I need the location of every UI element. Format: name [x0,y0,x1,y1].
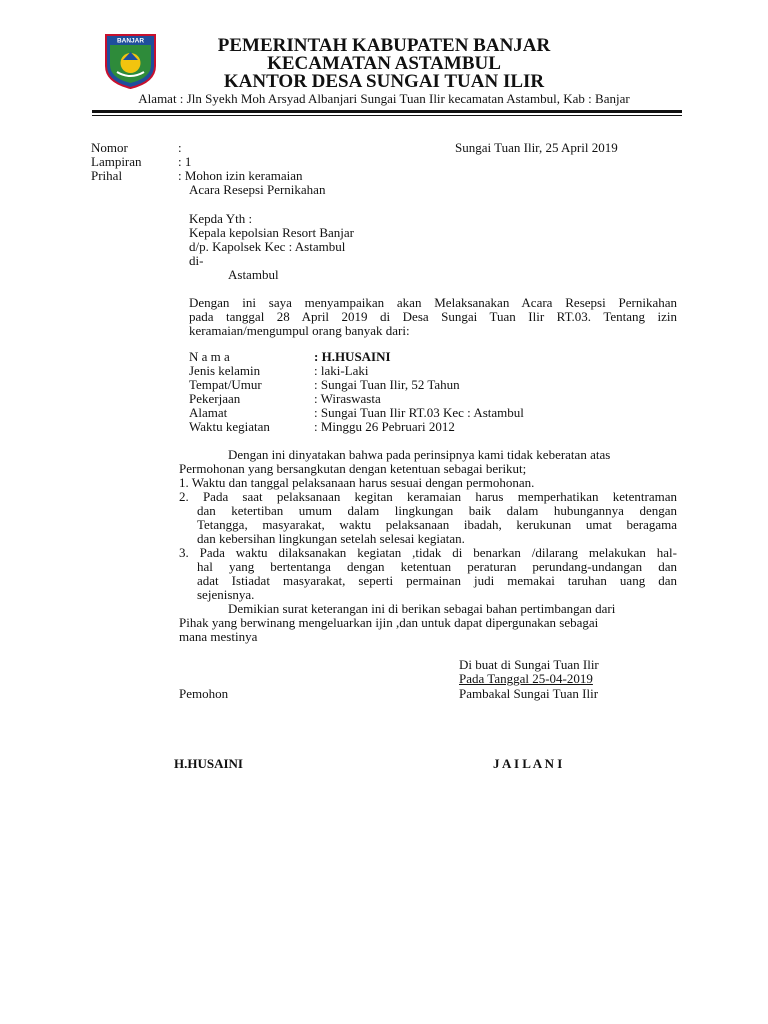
condition-item-2-line-2: dan ketertiban umum dalam lingkungan baik dalam hubungannya dengan [197,503,677,518]
recipient-di: di- [189,253,204,268]
letterhead-divider-thin [92,115,682,116]
letterhead-government: PEMERINTAH KABUPATEN BANJAR [217,35,551,56]
letterhead-address: Alamat : Jln Syekh Moh Arsyad Albanjari Sungai Tuan Ilir kecamatan Astambul, Kab : Banjar [138,91,630,106]
condition-item-3-line-2: hal yang bertentanga dengan ketentuan peraturan perundang-undangan dan [197,559,677,574]
nomor-label: Nomor [91,140,128,155]
detail-label-occupation: Pekerjaan [189,391,241,406]
detail-label-birthplace-age: Tempat/Umur [189,377,262,392]
intro-line-1: Dengan ini saya menyampaikan akan Melaksanakan Acara Resepsi Pernikahan [189,295,677,310]
detail-label-event-time: Waktu kegiatan [189,419,270,434]
lampiran-label: Lampiran [91,154,142,169]
detail-value-address: : Sungai Tuan Ilir RT.03 Kec : Astambul [314,405,524,420]
signature-left-role: Pemohon [179,686,229,701]
signature-place: Di buat di Sungai Tuan Ilir [459,657,599,672]
signature-date: Pada Tanggal 25-04-2019 [459,671,593,686]
letterhead-divider-thick [92,110,682,113]
signature-right-role: Pambakal Sungai Tuan Ilir [459,686,599,701]
recipient-greeting: Kepda Yth : [189,211,253,226]
intro-line-3: keramaian/mengumpul orang banyak dari: [189,323,410,338]
signature-left-name: H.HUSAINI [174,756,243,771]
condition-item-2-line-1: 2. Pada saat pelaksanaan kegitan keramaian harus memperhatikan ketentraman [179,489,677,504]
closing-paragraph-line-1: Demikian surat keterangan ini di berikan sebagai bahan pertimbangan dari [228,601,616,616]
recipient-cc: d/p. Kapolsek Kec : Astambul [189,239,346,254]
condition-item-2-line-4: dan kebersihan lingkungan setelah selesai kegiatan. [197,531,465,546]
detail-label-nama: N a m a [189,349,230,364]
lampiran-value: : 1 [178,154,192,169]
detail-value-birthplace-age: : Sungai Tuan Ilir, 52 Tahun [314,377,460,392]
letterhead-village-office: KANTOR DESA SUNGAI TUAN ILIR [223,71,545,92]
detail-label-address: Alamat [189,405,228,420]
prihal-value: : Mohon izin keramaian [178,168,303,183]
detail-value-nama: : H.HUSAINI [314,349,391,364]
detail-label-gender: Jenis kelamin [189,363,261,378]
recipient-place: Astambul [228,267,279,282]
recipient-name: Kepala kepolsian Resort Banjar [189,225,354,240]
condition-item-1: 1. Waktu dan tanggal pelaksanaan harus sesuai dengan permohonan. [179,475,535,490]
closing-paragraph-line-3: mana mestinya [179,629,258,644]
intro-line-2: pada tanggal 28 April 2019 di Desa Sungai Tuan Ilir RT.03. Tentang izin [189,309,677,324]
condition-item-3-line-1: 3. Pada waktu dilaksanakan kegiatan ,tidak di benarkan /dilarang melakukan hal- [179,545,677,560]
detail-value-event-time: : Minggu 26 Pebruari 2012 [314,419,455,434]
condition-item-3-line-4: sejenisnya. [197,587,255,602]
condition-item-2-line-3: Tetangga, masyarakat, waktu pelaksanaan ibadah, kerukunan umat beragama [197,517,677,532]
condition-item-3-line-3: adat Istiadat masyarakat, seperti permainan judi memakai taruhan uang dan [197,573,677,588]
signature-right-name: J A I L A N I [493,756,563,771]
letter-date: Sungai Tuan Ilir, 25 April 2019 [455,140,618,155]
closing-paragraph-line-2: Pihak yang berwinang mengeluarkan ijin ,dan untuk dapat dipergunakan sebagai [179,615,599,630]
prihal-value-line2: Acara Resepsi Pernikahan [189,182,326,197]
letterhead-district: KECAMATAN ASTAMBUL [267,53,501,74]
body-paragraph-1-line-2: Permohonan yang bersangkutan dengan ketentuan sebagai berikut; [179,461,527,476]
nomor-value: : [178,140,182,155]
detail-value-gender: : laki-Laki [314,363,369,378]
logo-text: BANJAR [116,37,145,45]
prihal-label: Prihal [91,168,123,183]
body-paragraph-1-line-1: Dengan ini dinyatakan bahwa pada perinsipnya kami tidak keberatan atas [228,447,611,462]
detail-value-occupation: : Wiraswasta [314,391,381,406]
